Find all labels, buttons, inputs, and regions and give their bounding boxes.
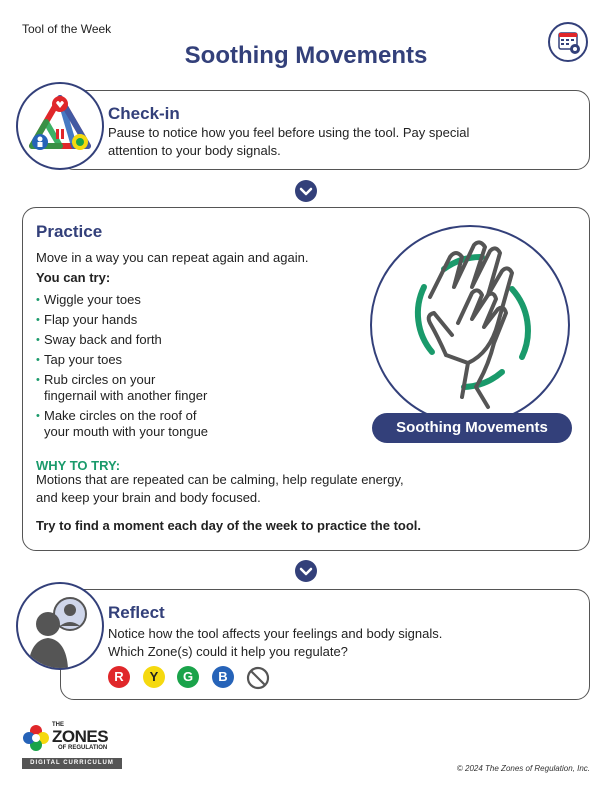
reflect-line-1: Notice how the tool affects your feelings and body signals. — [108, 626, 443, 641]
checkin-title: Check-in — [108, 104, 180, 123]
try-label: You can try: — [36, 270, 111, 285]
checkin-text-line-2: attention to your body signals. — [108, 143, 281, 158]
practice-closing: Try to find a moment each day of the week to practice the tool. — [36, 518, 422, 533]
try-list — [36, 292, 356, 444]
list-item: • Make circles on the roof of your mouth with your tongue — [36, 408, 356, 440]
zone-blue-badge: B — [212, 666, 234, 688]
list-item: • Rub circles on your fingernail with another finger — [36, 372, 356, 404]
tool-of-the-week-label: Tool of the Week — [22, 22, 112, 36]
reflect-line-2: Which Zone(s) could it help you regulate? — [108, 644, 348, 659]
why-text-line-1: Motions that are repeated can be calming, help regulate energy, — [36, 472, 404, 487]
chevron-down-icon — [295, 560, 317, 582]
chevron-down-icon — [295, 180, 317, 202]
why-label: WHY TO TRY: — [36, 458, 121, 473]
copyright: © 2024 The Zones of Regulation, Inc. — [456, 764, 590, 773]
list-item: • Flap your hands — [36, 312, 356, 328]
zones-logo-icon — [22, 724, 50, 752]
logo-digital-curriculum: DIGITAL CURRICULUM — [22, 758, 122, 769]
practice-intro: Move in a way you can repeat again and again. — [36, 250, 309, 265]
list-item: • Sway back and forth — [36, 332, 356, 348]
zone-red-badge: R — [108, 666, 130, 688]
checkin-triangle-icon — [16, 82, 104, 170]
hands-illustration — [370, 225, 570, 425]
zones-logo — [22, 722, 122, 772]
why-text-line-2: and keep your brain and body focused. — [36, 490, 261, 505]
logo-of-regulation: OF REGULATION — [58, 745, 108, 751]
practice-title: Practice — [36, 222, 103, 241]
logo-the: THE — [52, 722, 64, 728]
list-item: • Wiggle your toes — [36, 292, 356, 308]
reflect-title: Reflect — [108, 603, 165, 622]
checkin-text-line-1: Pause to notice how you feel before using the tool. Pay special — [108, 125, 470, 140]
list-item: • Tap your toes — [36, 352, 356, 368]
calendar-icon — [548, 22, 588, 62]
no-zone-icon — [246, 666, 270, 690]
zone-yellow-badge: Y — [143, 666, 165, 688]
soothing-movements-badge: Soothing Movements — [372, 413, 572, 443]
logo-zones: ZONES — [52, 727, 109, 746]
page-title: Soothing Movements — [184, 42, 428, 69]
zone-green-badge: G — [177, 666, 199, 688]
reflect-person-icon — [16, 582, 104, 670]
